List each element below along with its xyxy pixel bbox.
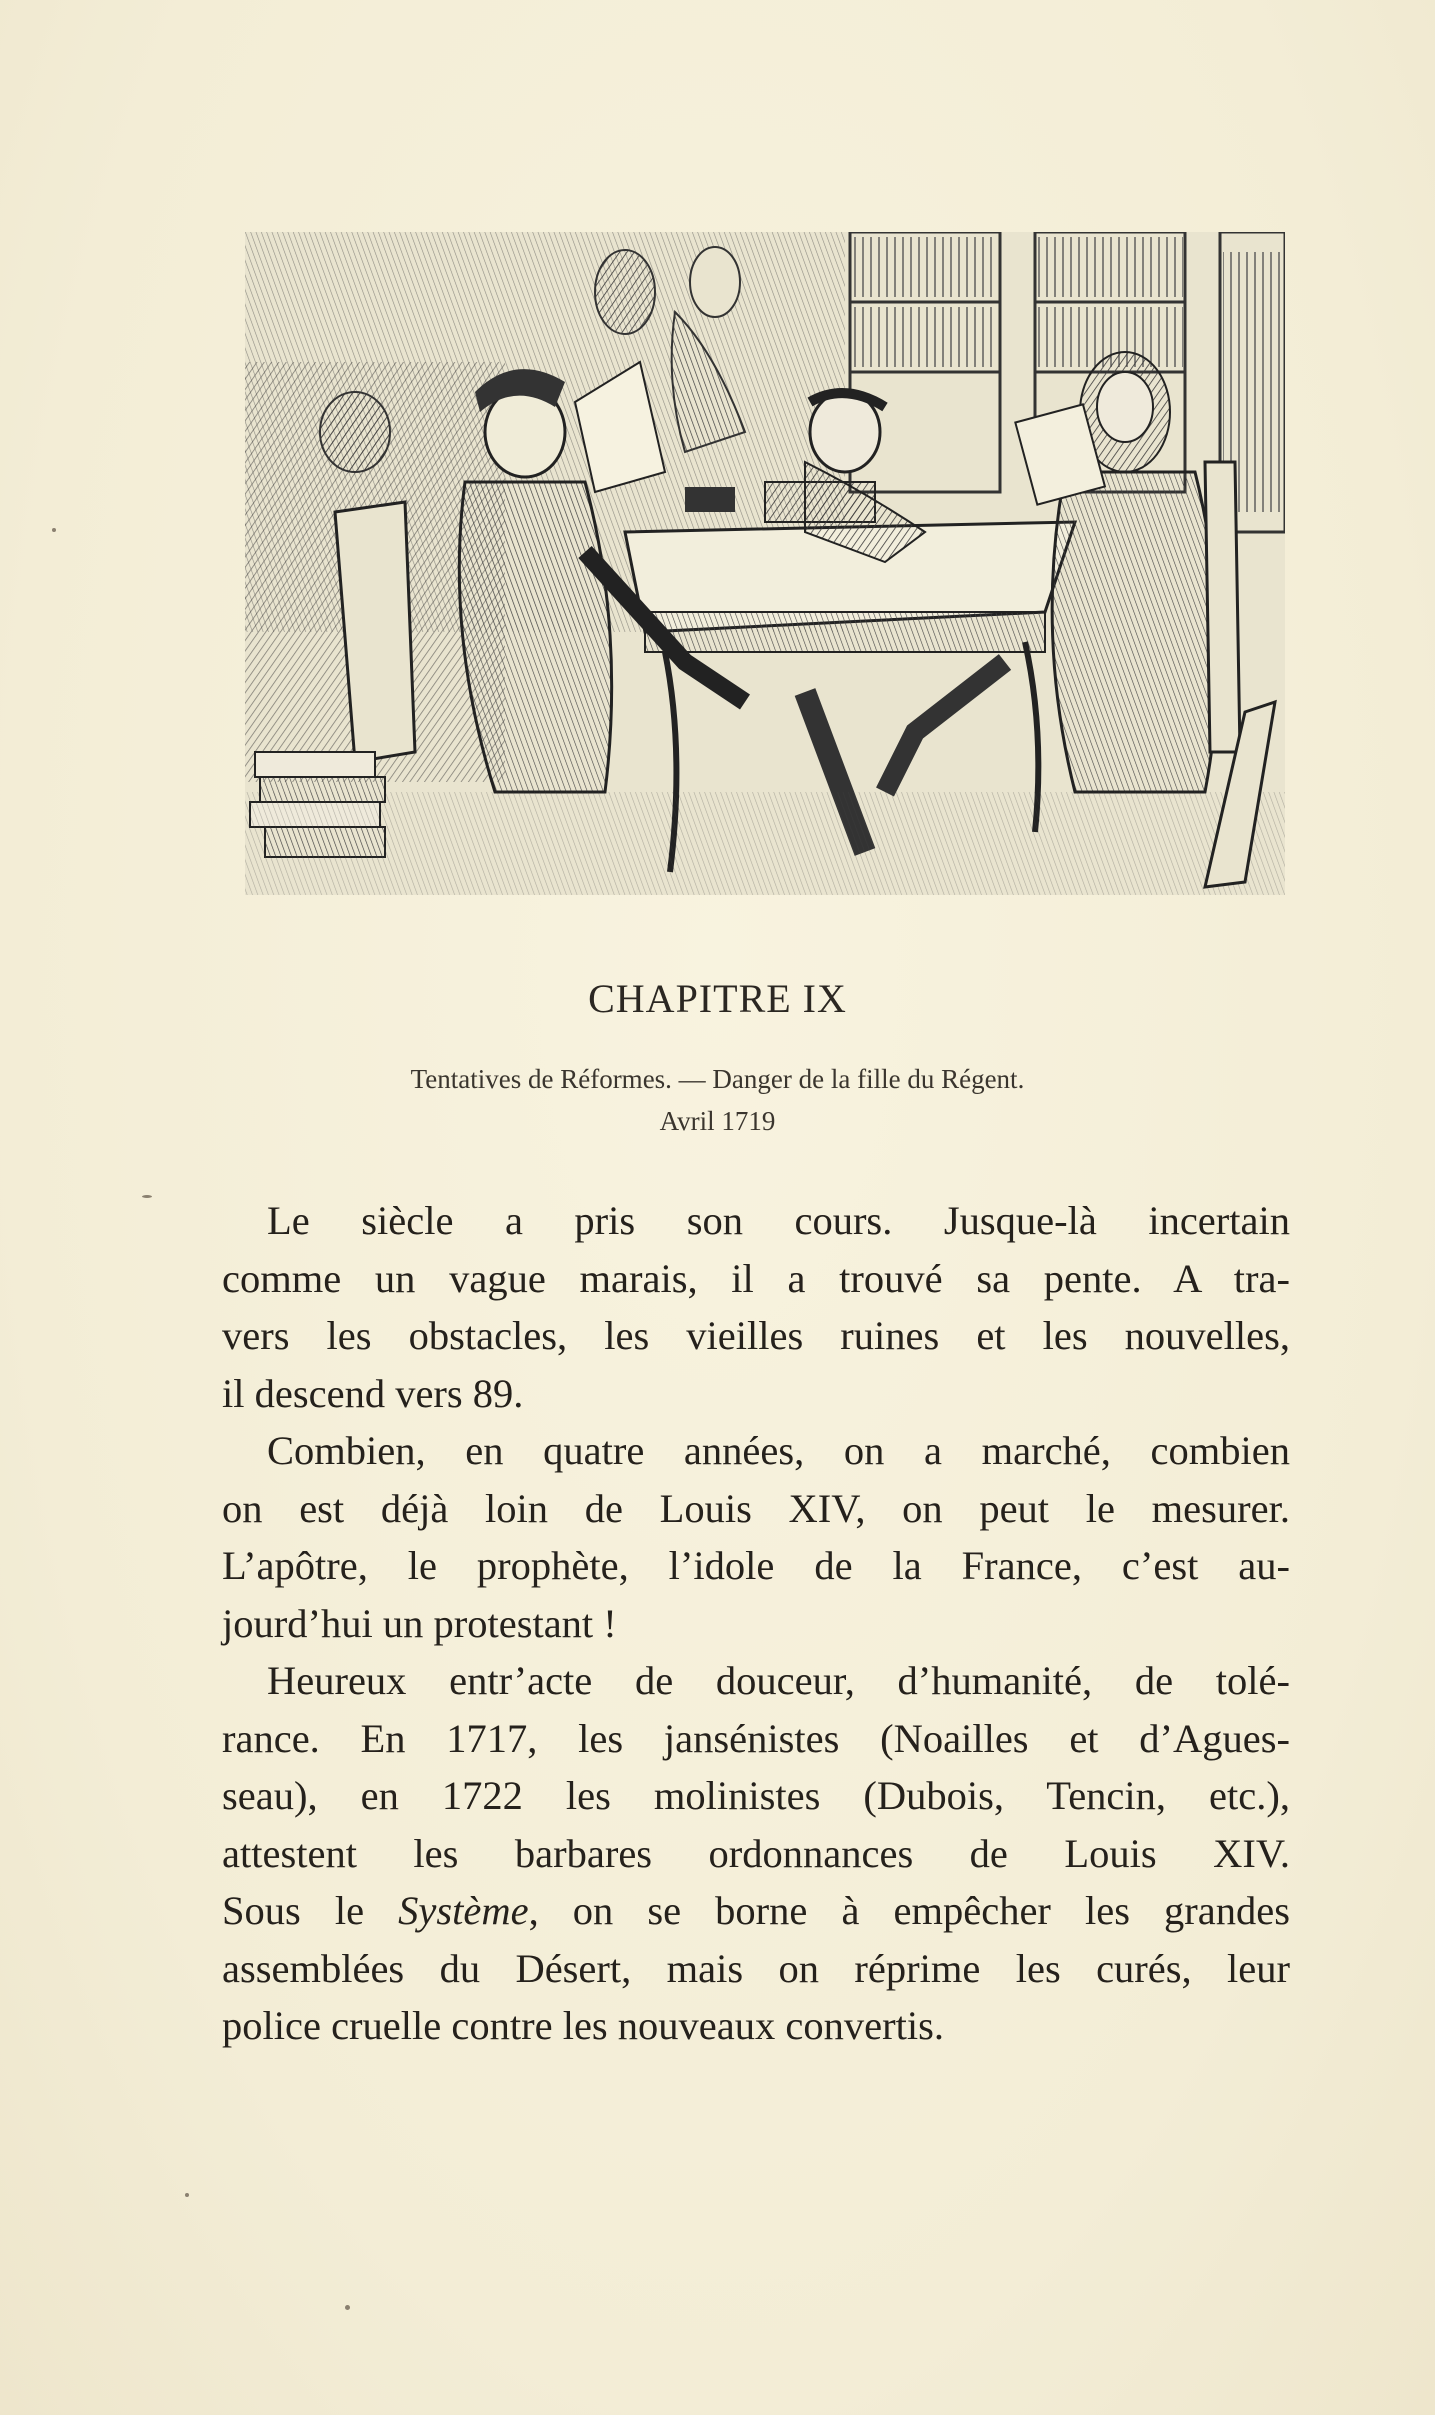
paragraph-2 xyxy=(222,1422,1290,1652)
text-line: il descend vers 89. xyxy=(222,1370,524,1416)
text-line: L’apôtre, le prophète, l’idole de la France, c’est au- xyxy=(222,1543,1290,1588)
text-line: vers les obstacles, les vieilles ruines et les nouvelles, xyxy=(222,1313,1290,1358)
text-line: comme un vague marais, il a trouvé sa pente. A tra- xyxy=(222,1255,1290,1301)
paragraph-1 xyxy=(222,1192,1290,1422)
text-line: seau), en 1722 les molinistes (Dubois, Tencin, etc.), xyxy=(222,1773,1290,1818)
chapter-summary-line-2: Avril 1719 xyxy=(659,1106,776,1136)
italic-term: Système xyxy=(398,1888,529,1933)
chapter-summary xyxy=(0,1058,1435,1142)
text-line: on est déjà loin de Louis XIV, on peut le mesurer. xyxy=(222,1485,1290,1531)
engraving-illustration xyxy=(245,232,1285,895)
text-line: attestent les barbares ordonnances de Louis XIV. xyxy=(222,1830,1290,1876)
text-line: jourd’hui un protestant ! xyxy=(222,1600,617,1646)
text-line: police cruelle contre les nouveaux convertis. xyxy=(222,2003,944,2048)
body-text xyxy=(222,1192,1290,2055)
paragraph-3 xyxy=(222,1652,1290,2055)
chapter-summary-line-1: Tentatives de Réformes. — Danger de la fille du Régent. xyxy=(410,1064,1025,1094)
text-line: Le siècle a pris son cours. Jusque-là incertain xyxy=(267,1198,1290,1243)
speck xyxy=(345,2305,350,2310)
text-line: rance. En 1717, les jansénistes (Noailles et d’Agues- xyxy=(222,1715,1290,1761)
text-line: Heureux entr’acte de douceur, d’humanité, de tolé- xyxy=(267,1658,1290,1703)
chapter-title: CHAPITRE IX xyxy=(588,976,847,1021)
speck xyxy=(52,528,56,532)
text-line-with-italic: Sous le Système, on se borne à empêcher les grandes xyxy=(222,1888,1290,1933)
speck xyxy=(142,1195,152,1198)
text-line: assemblées du Désert, mais on réprime les curés, leur xyxy=(222,1945,1290,1991)
speck xyxy=(185,2193,189,2197)
text-line: Combien, en quatre années, on a marché, combien xyxy=(267,1428,1290,1473)
engraving-library-scene-icon xyxy=(245,232,1285,895)
